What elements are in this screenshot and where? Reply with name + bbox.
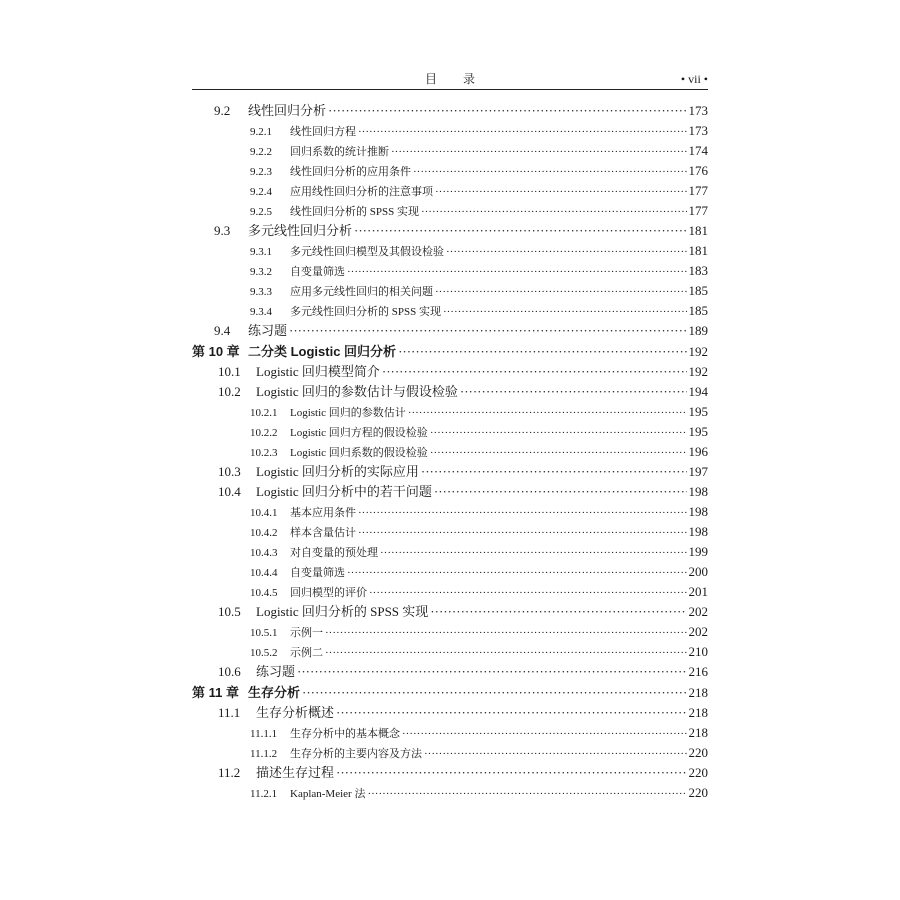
toc-leader-dots (446, 242, 687, 262)
toc-section-entry (192, 221, 708, 241)
toc-subsection-entry (192, 522, 708, 542)
toc-entry-number: 10.4.4 (250, 567, 278, 579)
toc-entry-page: 220 (688, 785, 708, 800)
toc-entry-title: 生存分析中的基本概念 (290, 728, 400, 740)
toc-entry-page: 198 (688, 504, 708, 519)
toc-entry-title: Logistic 回归的参数估计 (290, 407, 406, 419)
toc-leader-dots (358, 503, 687, 523)
toc-entry-title: 线性回归分析的应用条件 (290, 166, 411, 178)
toc-entry-page: 218 (688, 725, 708, 740)
toc-entry-page: 174 (688, 143, 708, 158)
toc-entry-page: 218 (688, 685, 708, 700)
toc-entry-title: 回归系数的统计推断 (290, 146, 389, 158)
toc-entry-page: 199 (688, 544, 708, 559)
toc-entry-page: 200 (688, 564, 708, 579)
toc-leader-dots (347, 262, 687, 282)
toc-leader-dots (358, 122, 687, 142)
toc-leader-dots (325, 643, 687, 663)
toc-entry-number: 10.5.2 (250, 647, 278, 659)
toc-entry-number: 10.4 (218, 484, 241, 499)
toc-entry-title: Logistic 回归分析的 SPSS 实现 (256, 604, 429, 619)
toc-section-entry (192, 763, 708, 783)
toc-section-entry (192, 482, 708, 502)
toc-entry-title: 对自变量的预处理 (290, 547, 378, 559)
toc-entry-number: 10.2 (218, 384, 241, 399)
toc-entry-title: 应用多元线性回归的相关问题 (290, 286, 433, 298)
toc-entry-title: 练习题 (256, 664, 296, 679)
toc-leader-dots (336, 763, 686, 783)
toc-leader-dots (421, 202, 687, 222)
toc-leader-dots (434, 482, 687, 502)
toc-subsection-entry (192, 582, 708, 602)
toc-entry-page: 201 (688, 584, 708, 599)
toc-leader-dots (443, 302, 687, 322)
toc-leader-dots (380, 543, 687, 563)
toc-entry-number: 9.3.2 (250, 266, 272, 278)
toc-entry-title: Logistic 回归模型简介 (256, 364, 380, 379)
toc-entry-page: 192 (688, 364, 708, 379)
toc-entry-title: 多元线性回归模型及其假设检验 (290, 246, 444, 258)
toc-entry-page: 173 (688, 103, 708, 118)
toc-section-entry (192, 101, 708, 121)
toc-entry-number: 9.2.5 (250, 206, 272, 218)
toc-subsection-entry (192, 141, 708, 161)
toc-section-entry (192, 703, 708, 723)
toc-entry-title: Logistic 回归的参数估计与假设检验 (256, 384, 458, 399)
toc-leader-dots (435, 282, 687, 302)
toc-subsection-entry (192, 743, 708, 763)
toc-entry-page: 185 (688, 283, 708, 298)
toc-entry-title: 练习题 (248, 323, 288, 338)
toc-entry-page: 181 (688, 243, 708, 258)
toc-entry-page: 195 (688, 404, 708, 419)
toc-entry-page: 173 (688, 123, 708, 138)
toc-subsection-entry (192, 642, 708, 662)
toc-leader-dots (430, 602, 686, 622)
toc-subsection-entry (192, 442, 708, 462)
toc-entry-page: 177 (688, 203, 708, 218)
toc-entry-number: 9.2.1 (250, 126, 272, 138)
toc-leader-dots (408, 403, 687, 423)
toc-entry-number: 第 10 章 (192, 344, 240, 359)
toc-entry-title: 线性回归分析的 SPSS 实现 (290, 206, 419, 218)
toc-entry-page: 210 (688, 644, 708, 659)
toc-entry-number: 10.6 (218, 664, 241, 679)
toc-entry-number: 10.2.1 (250, 407, 278, 419)
toc-entry-number: 9.3.3 (250, 286, 272, 298)
toc-entry-page: 195 (688, 424, 708, 439)
toc-subsection-entry (192, 161, 708, 181)
toc-entry-number: 10.4.1 (250, 507, 278, 519)
toc-leader-dots (328, 101, 686, 121)
toc-entry-number: 10.5.1 (250, 627, 278, 639)
toc-section-entry (192, 462, 708, 482)
toc-leader-dots (391, 142, 687, 162)
toc-entry-title: 多元线性回归分析 (248, 223, 353, 238)
toc-entry-number: 10.2.2 (250, 427, 278, 439)
toc-entry-title: Logistic 回归系数的假设检验 (290, 447, 428, 459)
toc-entry-number: 9.2.3 (250, 166, 272, 178)
toc-entry-number: 9.2 (214, 103, 231, 118)
toc-leader-dots (347, 563, 687, 583)
toc-entry-title: 基本应用条件 (290, 507, 356, 519)
toc-subsection-entry (192, 261, 708, 281)
toc-entry-title: Logistic 回归方程的假设检验 (290, 427, 428, 439)
toc-leader-dots (302, 682, 686, 703)
toc-entry-number: 9.2.4 (250, 186, 272, 198)
toc-entry-title: 二分类 Logistic 回归分析 (248, 344, 397, 359)
toc-entry-page: 177 (688, 183, 708, 198)
toc-section-entry (192, 321, 708, 341)
toc-leader-dots (354, 221, 686, 241)
toc-entry-number: 10.4.3 (250, 547, 278, 559)
toc-section-entry (192, 382, 708, 402)
toc-chapter-entry (192, 341, 708, 362)
toc-entry-title: 应用线性回归分析的注意事项 (290, 186, 433, 198)
toc-entry-title: 生存分析的主要内容及方法 (290, 748, 422, 760)
toc-entry-title: 描述生存过程 (256, 765, 335, 780)
toc-entry-page: 197 (688, 464, 708, 479)
toc-subsection-entry (192, 622, 708, 642)
toc-entry-page: 189 (688, 323, 708, 338)
toc-subsection-entry (192, 783, 708, 803)
toc-subsection-entry (192, 542, 708, 562)
toc-entry-page: 181 (688, 223, 708, 238)
toc-subsection-entry (192, 121, 708, 141)
toc-entry-number: 9.4 (214, 323, 231, 338)
toc-entry-title: 生存分析概述 (256, 705, 335, 720)
toc-entry-number: 11.2.1 (250, 788, 278, 800)
toc-entry-page: 192 (688, 344, 708, 359)
toc-subsection-entry (192, 241, 708, 261)
toc-entry-page: 202 (688, 604, 708, 619)
toc-entry-number: 10.4.5 (250, 587, 278, 599)
toc-subsection-entry (192, 422, 708, 442)
toc-entry-number: 10.4.2 (250, 527, 278, 539)
toc-entry-title: 样本含量估计 (290, 527, 356, 539)
toc-entry-number: 11.2 (218, 765, 241, 780)
toc-entry-title: 线性回归方程 (290, 126, 356, 138)
toc-leader-dots (358, 523, 687, 543)
toc-entry-title: 线性回归分析 (248, 103, 327, 118)
toc-entry-number: 9.2.2 (250, 146, 272, 158)
toc-leader-dots (413, 162, 687, 182)
toc-entry-number: 10.3 (218, 464, 241, 479)
toc-section-entry (192, 362, 708, 382)
toc-leader-dots (398, 341, 686, 362)
toc-entry-title: 生存分析 (248, 685, 301, 700)
toc-leader-dots (325, 623, 687, 643)
toc-entry-number: 11.1 (218, 705, 241, 720)
toc-entry-page: 176 (688, 163, 708, 178)
toc-leader-dots (430, 423, 687, 443)
toc-entry-title: 自变量筛选 (290, 266, 345, 278)
running-head (192, 71, 708, 87)
toc-chapter-entry (192, 682, 708, 703)
toc-entry-title: Logistic 回归分析中的若干问题 (256, 484, 432, 499)
toc-subsection-entry (192, 562, 708, 582)
toc-section-entry (192, 662, 708, 682)
toc-entry-page: 202 (688, 624, 708, 639)
page-number-label: • vii • (680, 72, 708, 86)
toc-leader-dots (402, 724, 687, 744)
toc-subsection-entry (192, 201, 708, 221)
toc-subsection-entry (192, 723, 708, 743)
toc-leader-dots (297, 662, 686, 682)
toc-leader-dots (367, 784, 686, 804)
toc-entry-title: Kaplan-Meier 法 (290, 788, 366, 800)
toc-leader-dots (421, 462, 687, 482)
toc-entry-page: 196 (688, 444, 708, 459)
toc-entry-page: 185 (688, 303, 708, 318)
header-rule (192, 89, 708, 90)
toc-subsection-entry (192, 281, 708, 301)
toc-subsection-entry (192, 402, 708, 422)
toc-entry-title: 自变量筛选 (290, 567, 345, 579)
toc-leader-dots (435, 182, 687, 202)
toc-subsection-entry (192, 502, 708, 522)
toc-entry-number: 10.5 (218, 604, 241, 619)
toc-leader-dots (430, 443, 687, 463)
toc-subsection-entry (192, 301, 708, 321)
toc-entry-page: 198 (688, 524, 708, 539)
toc-leader-dots (336, 703, 686, 723)
toc-entry-page: 198 (688, 484, 708, 499)
toc-entry-number: 10.2.3 (250, 447, 278, 459)
toc-entry-title: 回归模型的评价 (290, 587, 367, 599)
toc-leader-dots (382, 362, 687, 382)
toc-entry-page: 218 (688, 705, 708, 720)
toc-entry-page: 216 (688, 664, 708, 679)
toc-entry-number: 10.1 (218, 364, 241, 379)
page-title: 目录 (424, 72, 501, 86)
toc-entry-title: 示例一 (290, 627, 323, 639)
toc-entry-title: Logistic 回归分析的实际应用 (256, 464, 419, 479)
toc-entry-number: 第 11 章 (192, 685, 239, 700)
toc-entry-page: 183 (688, 263, 708, 278)
toc-subsection-entry (192, 181, 708, 201)
toc-entry-number: 11.1.2 (250, 748, 278, 760)
toc-entry-title: 多元线性回归分析的 SPSS 实现 (290, 306, 441, 318)
toc-leader-dots (369, 583, 687, 603)
toc-leader-dots (424, 744, 687, 764)
toc-entry-number: 9.3 (214, 223, 231, 238)
toc-entry-number: 9.3.1 (250, 246, 272, 258)
toc-entry-page: 194 (688, 384, 708, 399)
toc-entry-page: 220 (688, 745, 708, 760)
toc-entry-number: 11.1.1 (250, 728, 278, 740)
toc-leader-dots (289, 321, 686, 341)
toc-leader-dots (460, 382, 687, 402)
toc-entry-number: 9.3.4 (250, 306, 272, 318)
toc-section-entry (192, 602, 708, 622)
table-of-contents (192, 101, 708, 803)
toc-entry-page: 220 (688, 765, 708, 780)
toc-entry-title: 示例二 (290, 647, 323, 659)
